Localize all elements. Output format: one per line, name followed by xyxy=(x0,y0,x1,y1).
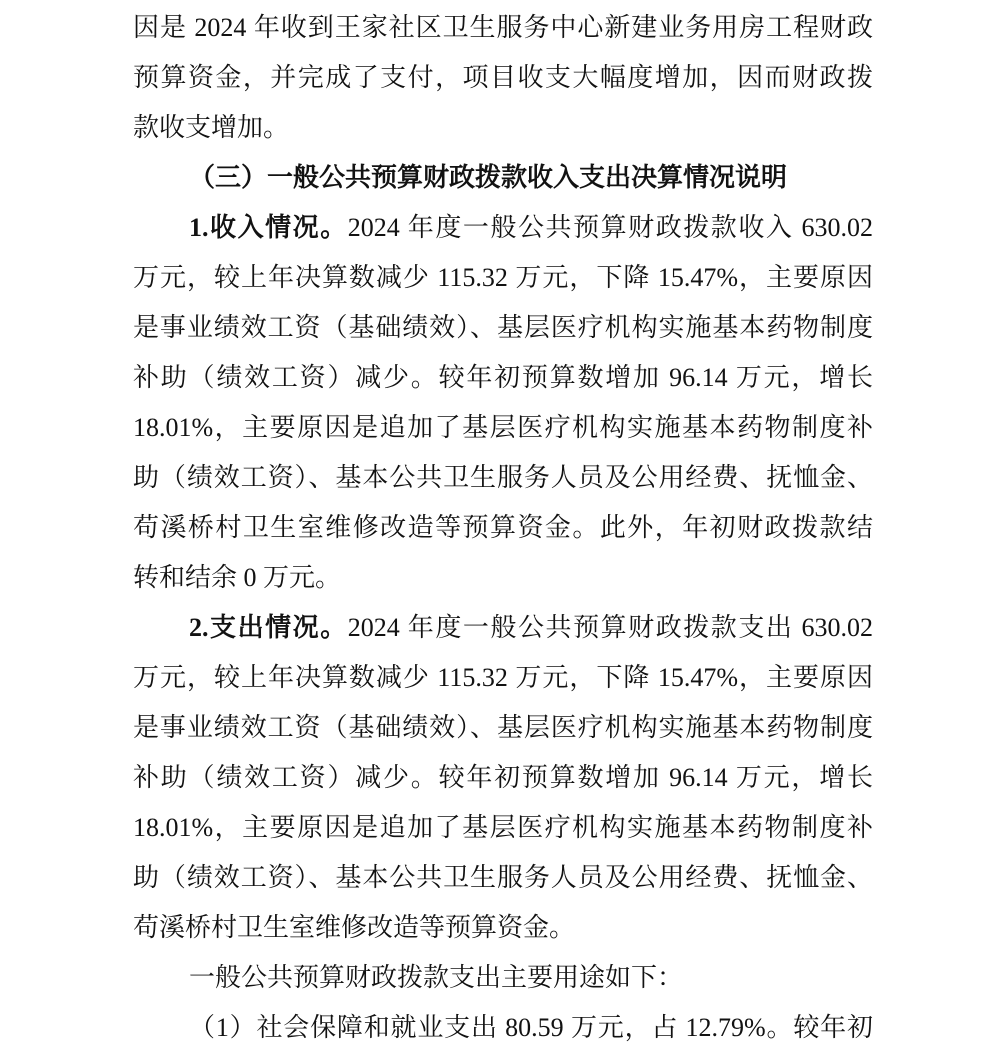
text-line xyxy=(133,253,873,303)
text-line xyxy=(133,603,873,653)
line-text: 是事业绩效工资（基础绩效）、基层医疗机构实施基本药物制度 xyxy=(133,713,873,742)
text-line xyxy=(133,53,873,103)
line-text: 18.01%，主要原因是追加了基层医疗机构实施基本药物制度补 xyxy=(133,813,873,842)
section-heading xyxy=(133,153,873,203)
line-text: 助（绩效工资）、基本公共卫生服务人员及公用经费、抚恤金、 xyxy=(133,863,873,892)
text-line xyxy=(133,953,873,1003)
line-text: 万元，较上年决算数减少 115.32 万元，下降 15.47%，主要原因 xyxy=(133,263,873,292)
line-text: 万元，较上年决算数减少 115.32 万元，下降 15.47%，主要原因 xyxy=(133,663,873,692)
line-text: 是事业绩效工资（基础绩效）、基层医疗机构实施基本药物制度 xyxy=(133,313,873,342)
text-line xyxy=(133,103,873,153)
line-text: 补助（绩效工资）减少。较年初预算数增加 96.14 万元，增长 xyxy=(133,763,873,792)
text-line xyxy=(133,453,873,503)
line-text: 转和结余 0 万元。 xyxy=(133,563,342,592)
expenditure-paragraph xyxy=(133,603,873,953)
section-heading-text: （三）一般公共预算财政拨款收入支出决算情况说明 xyxy=(189,163,788,192)
line-text: 苟溪桥村卫生室维修改造等预算资金。 xyxy=(133,913,576,942)
text-line xyxy=(133,1003,873,1053)
text-line xyxy=(133,653,873,703)
income-paragraph xyxy=(133,203,873,603)
income-lead: 1.收入情况。 xyxy=(189,213,348,242)
line-text: 18.01%，主要原因是追加了基层医疗机构实施基本药物制度补 xyxy=(133,413,873,442)
usage-intro-paragraph xyxy=(133,953,873,1003)
line-text: 2024 年度一般公共预算财政拨款收入 630.02 xyxy=(347,213,873,242)
document-text-block xyxy=(133,3,873,1053)
line-text: 2024 年度一般公共预算财政拨款支出 630.02 xyxy=(347,613,873,642)
text-line xyxy=(133,853,873,903)
text-line xyxy=(133,3,873,53)
usage-item-1-paragraph xyxy=(133,1003,873,1053)
text-line xyxy=(133,353,873,403)
text-line xyxy=(133,503,873,553)
section-heading-line xyxy=(133,153,873,203)
line-text: 款收支增加。 xyxy=(133,113,290,142)
text-line xyxy=(133,753,873,803)
text-line xyxy=(133,403,873,453)
line-text: 苟溪桥村卫生室维修改造等预算资金。此外，年初财政拨款结 xyxy=(133,513,873,542)
line-text: （1）社会保障和就业支出 80.59 万元，占 12.79%。较年初 xyxy=(189,1013,873,1042)
line-text: 补助（绩效工资）减少。较年初预算数增加 96.14 万元，增长 xyxy=(133,363,873,392)
expenditure-lead: 2.支出情况。 xyxy=(189,613,348,642)
text-line xyxy=(133,803,873,853)
text-line xyxy=(133,553,873,603)
line-text: 助（绩效工资）、基本公共卫生服务人员及公用经费、抚恤金、 xyxy=(133,463,873,492)
line-text: 预算资金，并完成了支付，项目收支大幅度增加，因而财政拨 xyxy=(133,63,873,92)
line-text: 因是 2024 年收到王家社区卫生服务中心新建业务用房工程财政 xyxy=(133,13,873,42)
text-line xyxy=(133,203,873,253)
text-line xyxy=(133,303,873,353)
text-line xyxy=(133,703,873,753)
text-line xyxy=(133,903,873,953)
carryover-paragraph xyxy=(133,3,873,153)
line-text: 一般公共预算财政拨款支出主要用途如下： xyxy=(189,963,684,992)
